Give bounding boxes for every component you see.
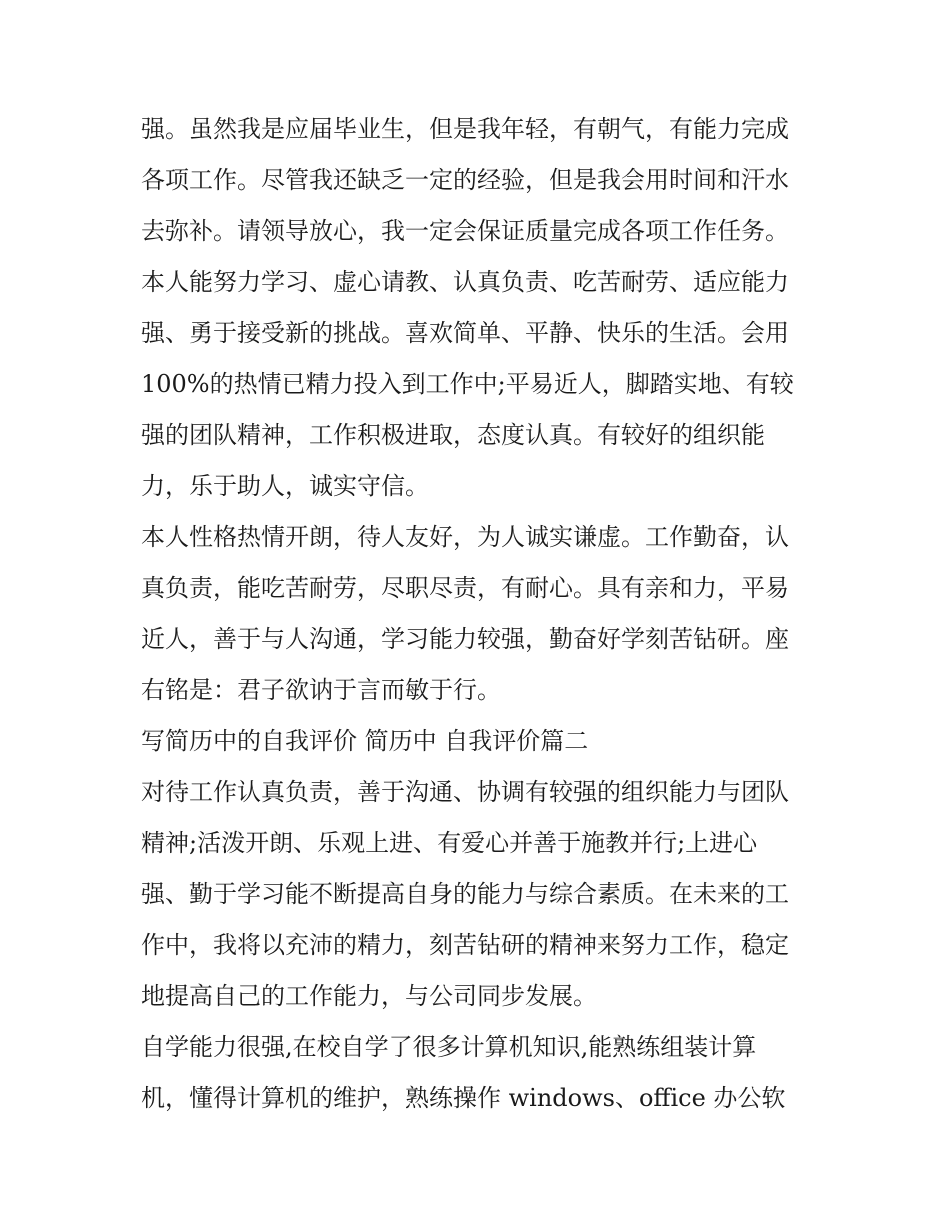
text-line-15: 精神;活泼开朗、乐观上进、有爱心并善于施教并行;上进心 — [141, 829, 758, 857]
text-line-8: 力，乐于助人，诚实守信。 — [141, 472, 429, 500]
text-line-12: 右铭是：君子欲讷于言而敏于行。 — [141, 676, 501, 704]
text-line-5: 强、勇于接受新的挑战。喜欢简单、平静、快乐的生活。会用 — [141, 319, 789, 347]
text-line-4: 本人能努力学习、虚心请教、认真负责、吃苦耐劳、适应能力 — [141, 268, 789, 296]
text-line-19: 自学能力很强,在校自学了很多计算机知识,能熟练组装计算 — [141, 1033, 757, 1061]
text-line-16: 强、勤于学习能不断提高自身的能力与综合素质。在未来的工 — [141, 880, 789, 908]
section-heading: 写简历中的自我评价 简历中 自我评价篇二 — [141, 727, 589, 755]
text-line-18: 地提高自己的工作能力，与公司同步发展。 — [141, 982, 597, 1010]
text-line-2: 各项工作。尽管我还缺乏一定的经验，但是我会用时间和汗水 — [141, 166, 789, 194]
text-line-17: 作中，我将以充沛的精力，刻苦钻研的精神来努力工作，稳定 — [141, 931, 789, 959]
text-line-1: 强。虽然我是应届毕业生，但是我年轻，有朝气，有能力完成 — [141, 115, 789, 143]
text-line-7: 强的团队精神，工作积极进取，态度认真。有较好的组织能 — [141, 421, 765, 449]
text-line-9: 本人性格热情开朗，待人友好，为人诚实谦虚。工作勤奋，认 — [141, 523, 789, 551]
text-line-20: 机，懂得计算机的维护，熟练操作 windows、office 办公软 — [141, 1084, 786, 1112]
text-line-6: 100%的热情已精力投入到工作中;平易近人，脚踏实地、有较 — [141, 370, 794, 398]
document-body — [141, 104, 831, 1124]
text-line-3: 去弥补。请领导放心，我一定会保证质量完成各项工作任务。 — [141, 217, 789, 245]
text-line-10: 真负责，能吃苦耐劳，尽职尽责，有耐心。具有亲和力，平易 — [141, 574, 789, 602]
text-line-14: 对待工作认真负责，善于沟通、协调有较强的组织能力与团队 — [141, 778, 789, 806]
text-line-11: 近人，善于与人沟通，学习能力较强，勤奋好学刻苦钻研。座 — [141, 625, 789, 653]
